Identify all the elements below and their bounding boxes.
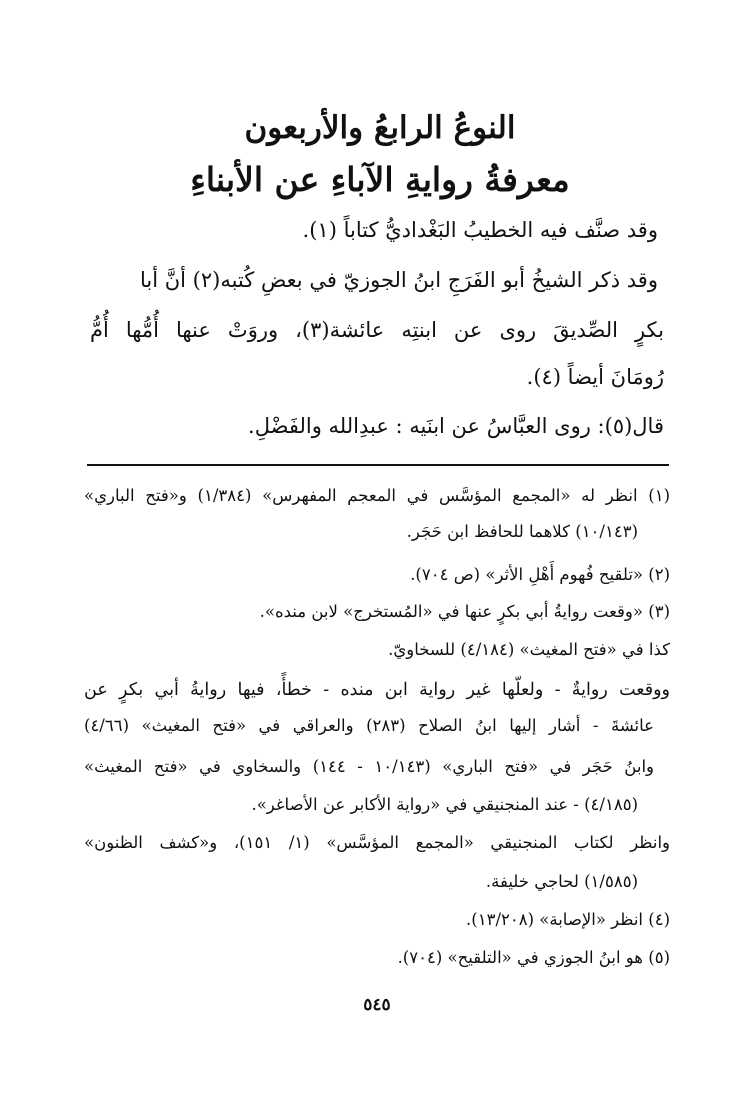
page-number: ٥٤٥ xyxy=(363,995,391,1015)
footnote-line: (١) انظر له «المجمع المؤسَّس في المعجم المفهرس» (١/٣٨٤) و«فتح الباري» xyxy=(84,486,670,505)
body-line: وقد ذكر الشيخُ أبو الفَرَجِ ابنُ الجوزيّ في بعضِ كُتبه(٢) أنَّ أبا xyxy=(139,268,658,292)
chapter-title: النوعُ الرابعُ والأربعون xyxy=(244,110,516,146)
body-line: وقد صنَّف فيه الخطيبُ البَغْداديُّ كتاباً (١). xyxy=(302,218,658,242)
footnote-line: (٤) انظر «الإصابة» (١٣/٢٠٨). xyxy=(466,910,670,929)
footnote-line: (٥) هو ابنُ الجوزي في «التلقيح» (٧٠٤). xyxy=(397,948,670,967)
body-line: رُومَانَ أيضاً (٤). xyxy=(526,365,664,389)
footnote-line: ووقعت روايةٌ - ولعلّها غير رواية ابن منده - خطأً، فيها روايةُ أبي بكرٍ عن xyxy=(84,680,670,700)
body-line: بكرٍ الصِّديقَ روى عن ابنتِه عائشة(٣)، وروَتْ عنها أُمُّها أُمُّ xyxy=(90,318,665,342)
footnote-line: (٤/١٨٥) - عند المنجنيقي في «رواية الأكابر عن الأصاغر». xyxy=(251,795,638,814)
footnote-line: كذا في «فتح المغيث» (٤/١٨٤) للسخاويّ. xyxy=(388,640,670,659)
footnote-line: عائشةَ - أشار إليها ابنُ الصلاح (٢٨٣) والعراقي في «فتح المغيث» (٤/٦٦) xyxy=(84,716,655,735)
footnote-line: (٢) «تلقيح فُهوم أَهْلِ الأثر» (ص ٧٠٤). xyxy=(410,565,670,584)
footnote-line: (٣) «وقعت روايةُ أبي بكرٍ عنها في «المُستخرج» لابن منده». xyxy=(259,602,670,621)
footnote-line: وابنُ حَجَر في «فتح الباري» (١٠/١٤٣ - ١٤٤) والسخاوي في «فتح المغيث» xyxy=(84,757,654,776)
footnote-line: (١٠/١٤٣) كلاهما للحافظ ابن حَجَر. xyxy=(406,522,638,541)
chapter-subtitle: معرفةُ روايةِ الآباءِ عن الأبناءِ xyxy=(190,160,570,199)
footnote-line: وانظر لكتاب المنجنيقي «المجمع المؤسَّس» (١/ ١٥١)، و«كشف الظنون» xyxy=(84,833,670,852)
footnote-line: (١/٥٨٥) لحاجي خليفة. xyxy=(485,872,638,891)
body-line: قال(٥): روى العبَّاسُ عن ابنَيه : عبدِالله والفَضْلِ. xyxy=(248,414,664,438)
footnote-separator xyxy=(87,464,669,466)
